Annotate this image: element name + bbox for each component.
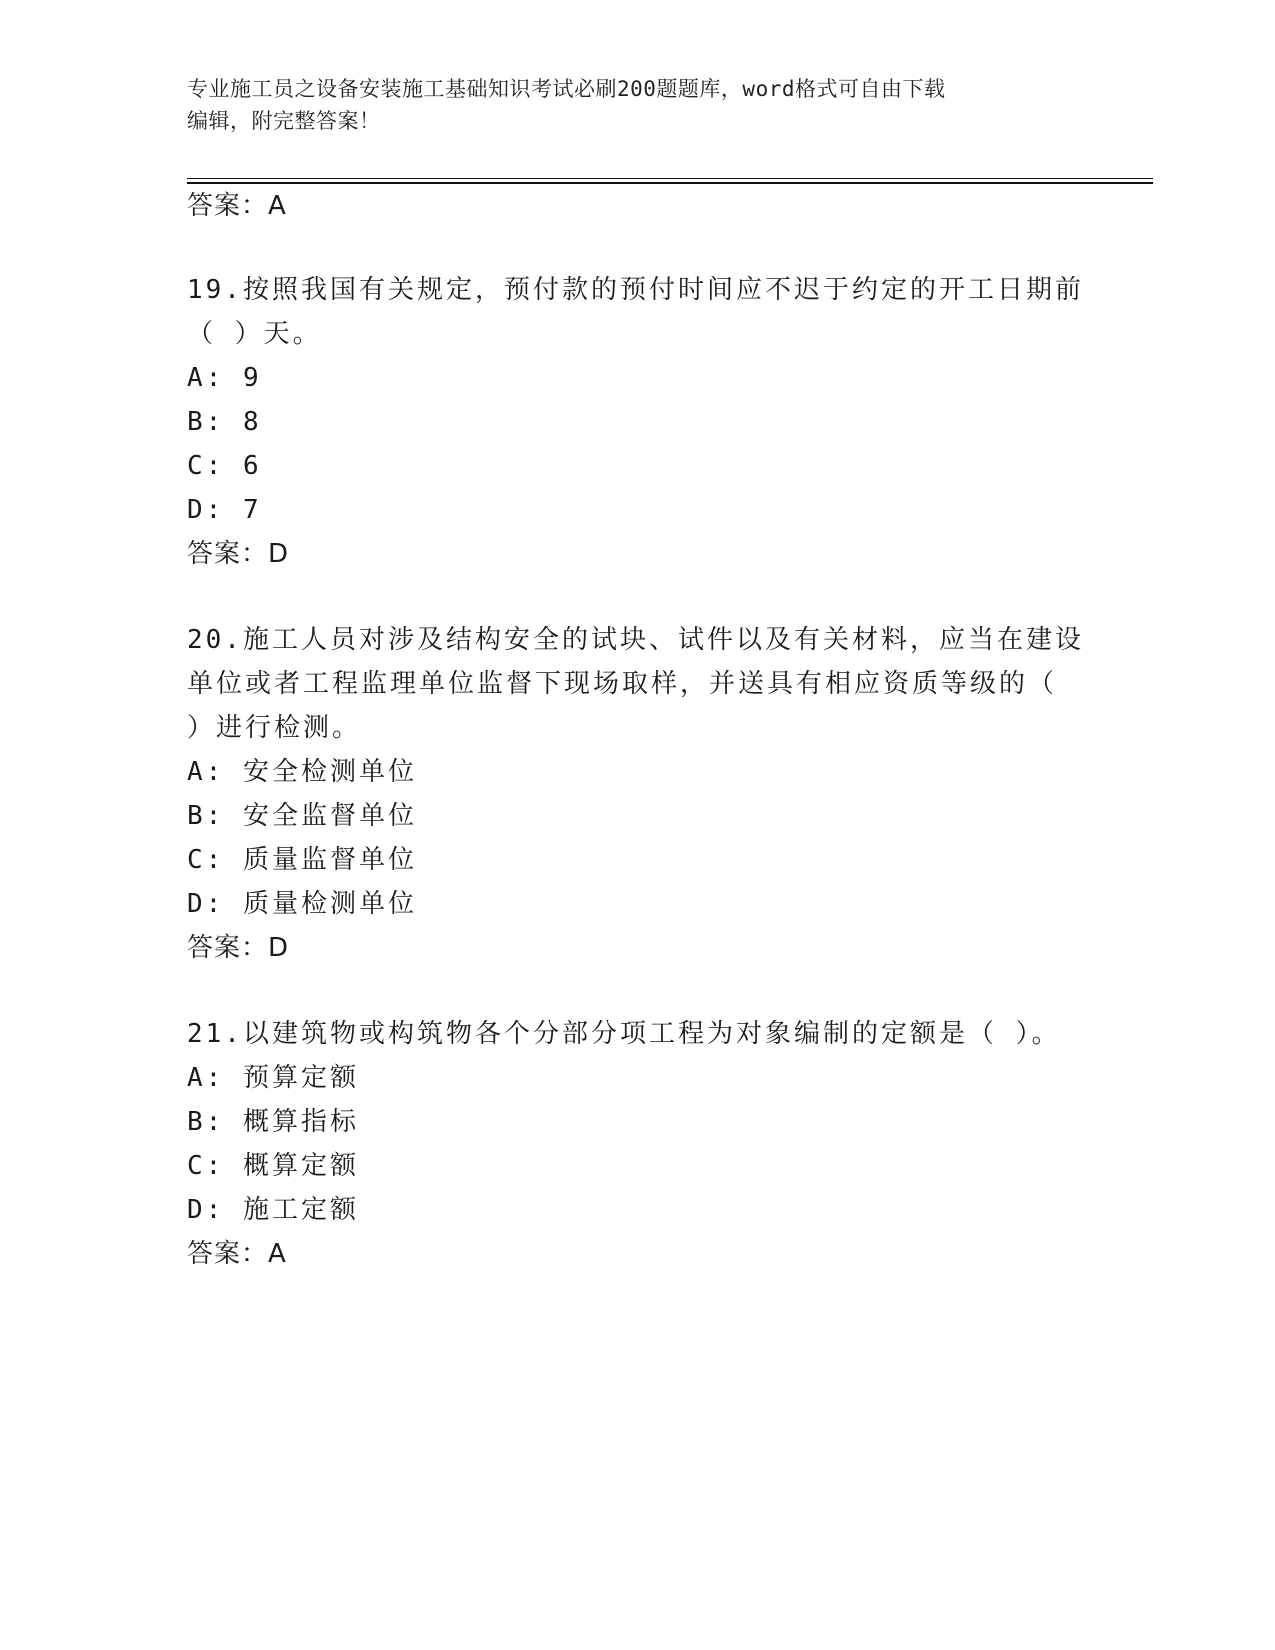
question-20-option-b: B: 安全监督单位 <box>187 801 417 831</box>
question-20-option-d: D: 质量检测单位 <box>187 889 417 919</box>
question-21-option-a: A: 预算定额 <box>187 1063 359 1093</box>
question-21-option-b: B: 概算指标 <box>187 1107 359 1137</box>
question-20-option-c: C: 质量监督单位 <box>187 845 417 875</box>
question-19-option-b: B: 8 <box>187 407 262 437</box>
question-21-option-d: D: 施工定额 <box>187 1195 359 1225</box>
question-19-line-2: （ ）天。 <box>187 319 322 349</box>
header-divider-thick <box>187 182 1153 184</box>
question-21-line-1: 21.以建筑物或构筑物各个分部分项工程为对象编制的定额是（ ）。 <box>187 1019 1061 1049</box>
question-19-answer: 答案：D <box>187 539 290 569</box>
question-20-line-3: ）进行检测。 <box>187 713 362 743</box>
question-19-option-d: D: 7 <box>187 495 262 525</box>
header-divider-thin <box>187 178 1153 179</box>
question-20-option-a: A: 安全检测单位 <box>187 757 417 787</box>
question-19-line-1: 19.按照我国有关规定，预付款的预付时间应不迟于约定的开工日期前 <box>187 275 1084 305</box>
header-line-2: 编辑，附完整答案！ <box>187 109 381 133</box>
question-19-option-c: C: 6 <box>187 451 262 481</box>
question-21-option-c: C: 概算定额 <box>187 1151 359 1181</box>
question-20-line-2: 单位或者工程监理单位监督下现场取样，并送具有相应资质等级的（ <box>187 669 1058 699</box>
document-header <box>187 73 1077 137</box>
question-19-option-a: A: 9 <box>187 363 262 393</box>
header-line-1: 专业施工员之设备安装施工基础知识考试必刷200题题库，word格式可自由下载 <box>187 77 946 101</box>
answer-prev: 答案：A <box>187 191 287 221</box>
question-20-line-1: 20.施工人员对涉及结构安全的试块、试件以及有关材料，应当在建设 <box>187 625 1084 655</box>
question-21-answer: 答案：A <box>187 1239 287 1269</box>
question-20-answer: 答案：D <box>187 933 290 963</box>
